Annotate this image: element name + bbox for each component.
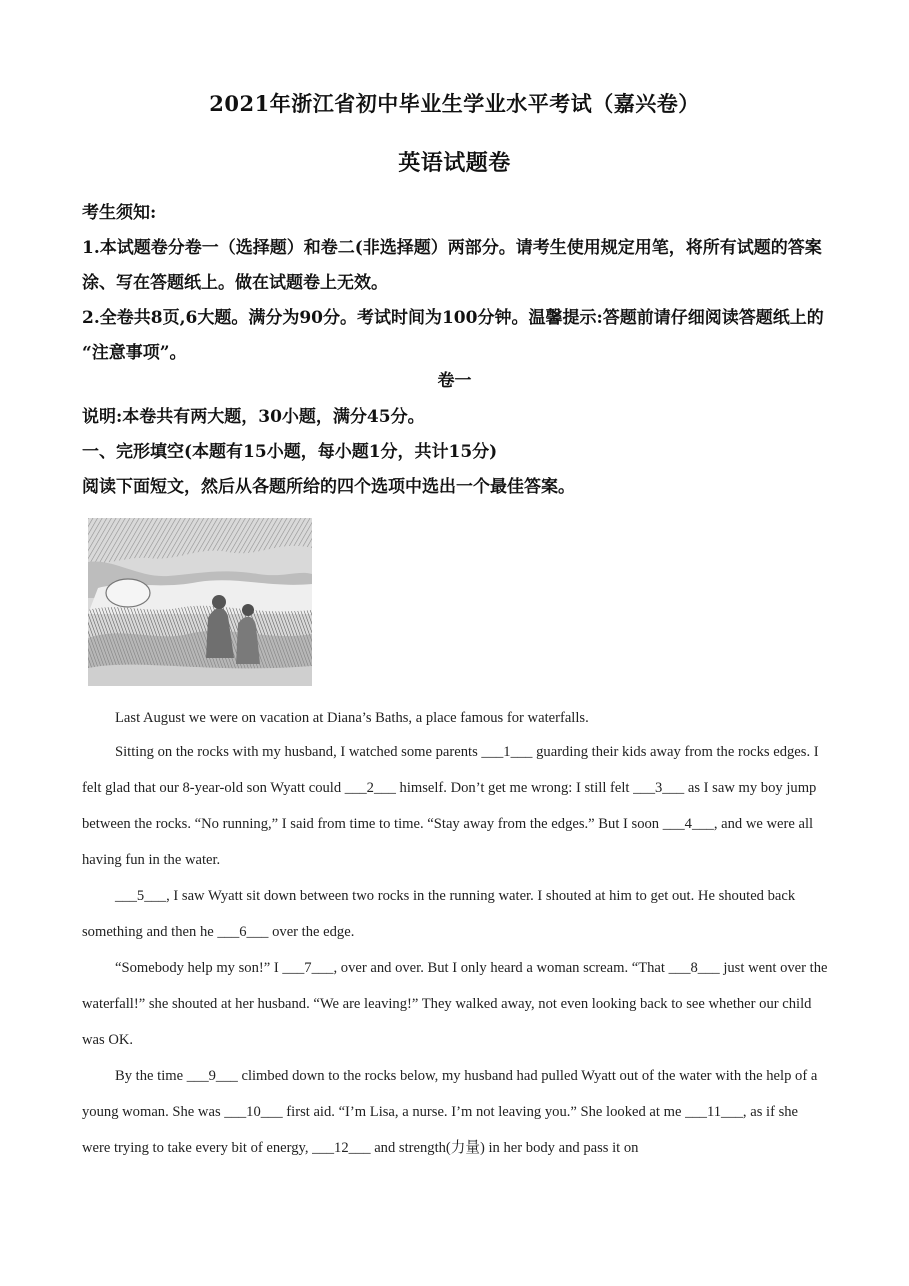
volume-explanation: 说明:本卷共有两大题，30小题，满分45分。 [82, 407, 425, 427]
passage-paragraph: “Somebody help my son!” I ___7___, over and over. But I only heard a woman scream. “That ___8___ just went over the waterfall!” she shouted at her husband. “We are leaving!” They walked away, not even looking back to see whether our child was OK. [82, 960, 828, 1048]
exam-title: 2021年浙江省初中毕业生学业水平考试（嘉兴卷） [209, 91, 700, 116]
passage-paragraph: ___5___, I saw Wyatt sit down between two rocks in the running water. I shouted at him to get out. He shouted back something and then he ___6___ over the edge. [82, 888, 796, 940]
section-heading: 一、完形填空(本题有15小题，每小题1分，共计15分) [82, 442, 498, 462]
candidate-notes [82, 196, 827, 371]
passage-paragraph: Sitting on the rocks with my husband, I watched some parents ___1___ guarding their kids away from the rocks edges. I felt glad that our 8-year-old son Wyatt could ___2___ himself. Don’t get me wrong: I still felt ___3___ as I saw my boy jump between the rocks. “No running,” I said from time to time. “Stay away from the edges.” But I soon ___4___, and we were all having fun in the water. [82, 744, 819, 868]
exam-subtitle: 英语试题卷 [398, 150, 511, 176]
note-2: 2.全卷共8页,6大题。满分为90分。考试时间为100分钟。温馨提示:答题前请仔细阅读答题纸上的 “注意事项”。 [82, 308, 824, 363]
instructions [82, 400, 827, 505]
note-1: 1.本试题卷分卷一（选择题）和卷二(非选择题）两部分。请考生使用规定用笔，将所有试题的答案涂、写在答题纸上。做在试题卷上无效。 [82, 238, 822, 293]
volume-heading: 卷一 [437, 371, 472, 391]
passage-paragraph: By the time ___9___ climbed down to the rocks below, my husband had pulled Wyatt out of the water with the help of a young woman. She was ___10___ first aid. “I’m Lisa, a nurse. I’m not leaving you.” She looked at me ___11___, as if she were trying to take every bit of energy, ___12___ and strength(力量) in her body and pass it on [82, 1068, 818, 1156]
notes-heading: 考生须知: [82, 203, 157, 223]
section-instruction: 阅读下面短文，然后从各题所给的四个选项中选出一个最佳答案。 [82, 477, 575, 497]
waterfall-illustration [88, 518, 312, 686]
passage-paragraph: Last August we were on vacation at Diana’s Baths, a place famous for waterfalls. [115, 710, 589, 726]
cloze-passage [82, 702, 830, 1166]
